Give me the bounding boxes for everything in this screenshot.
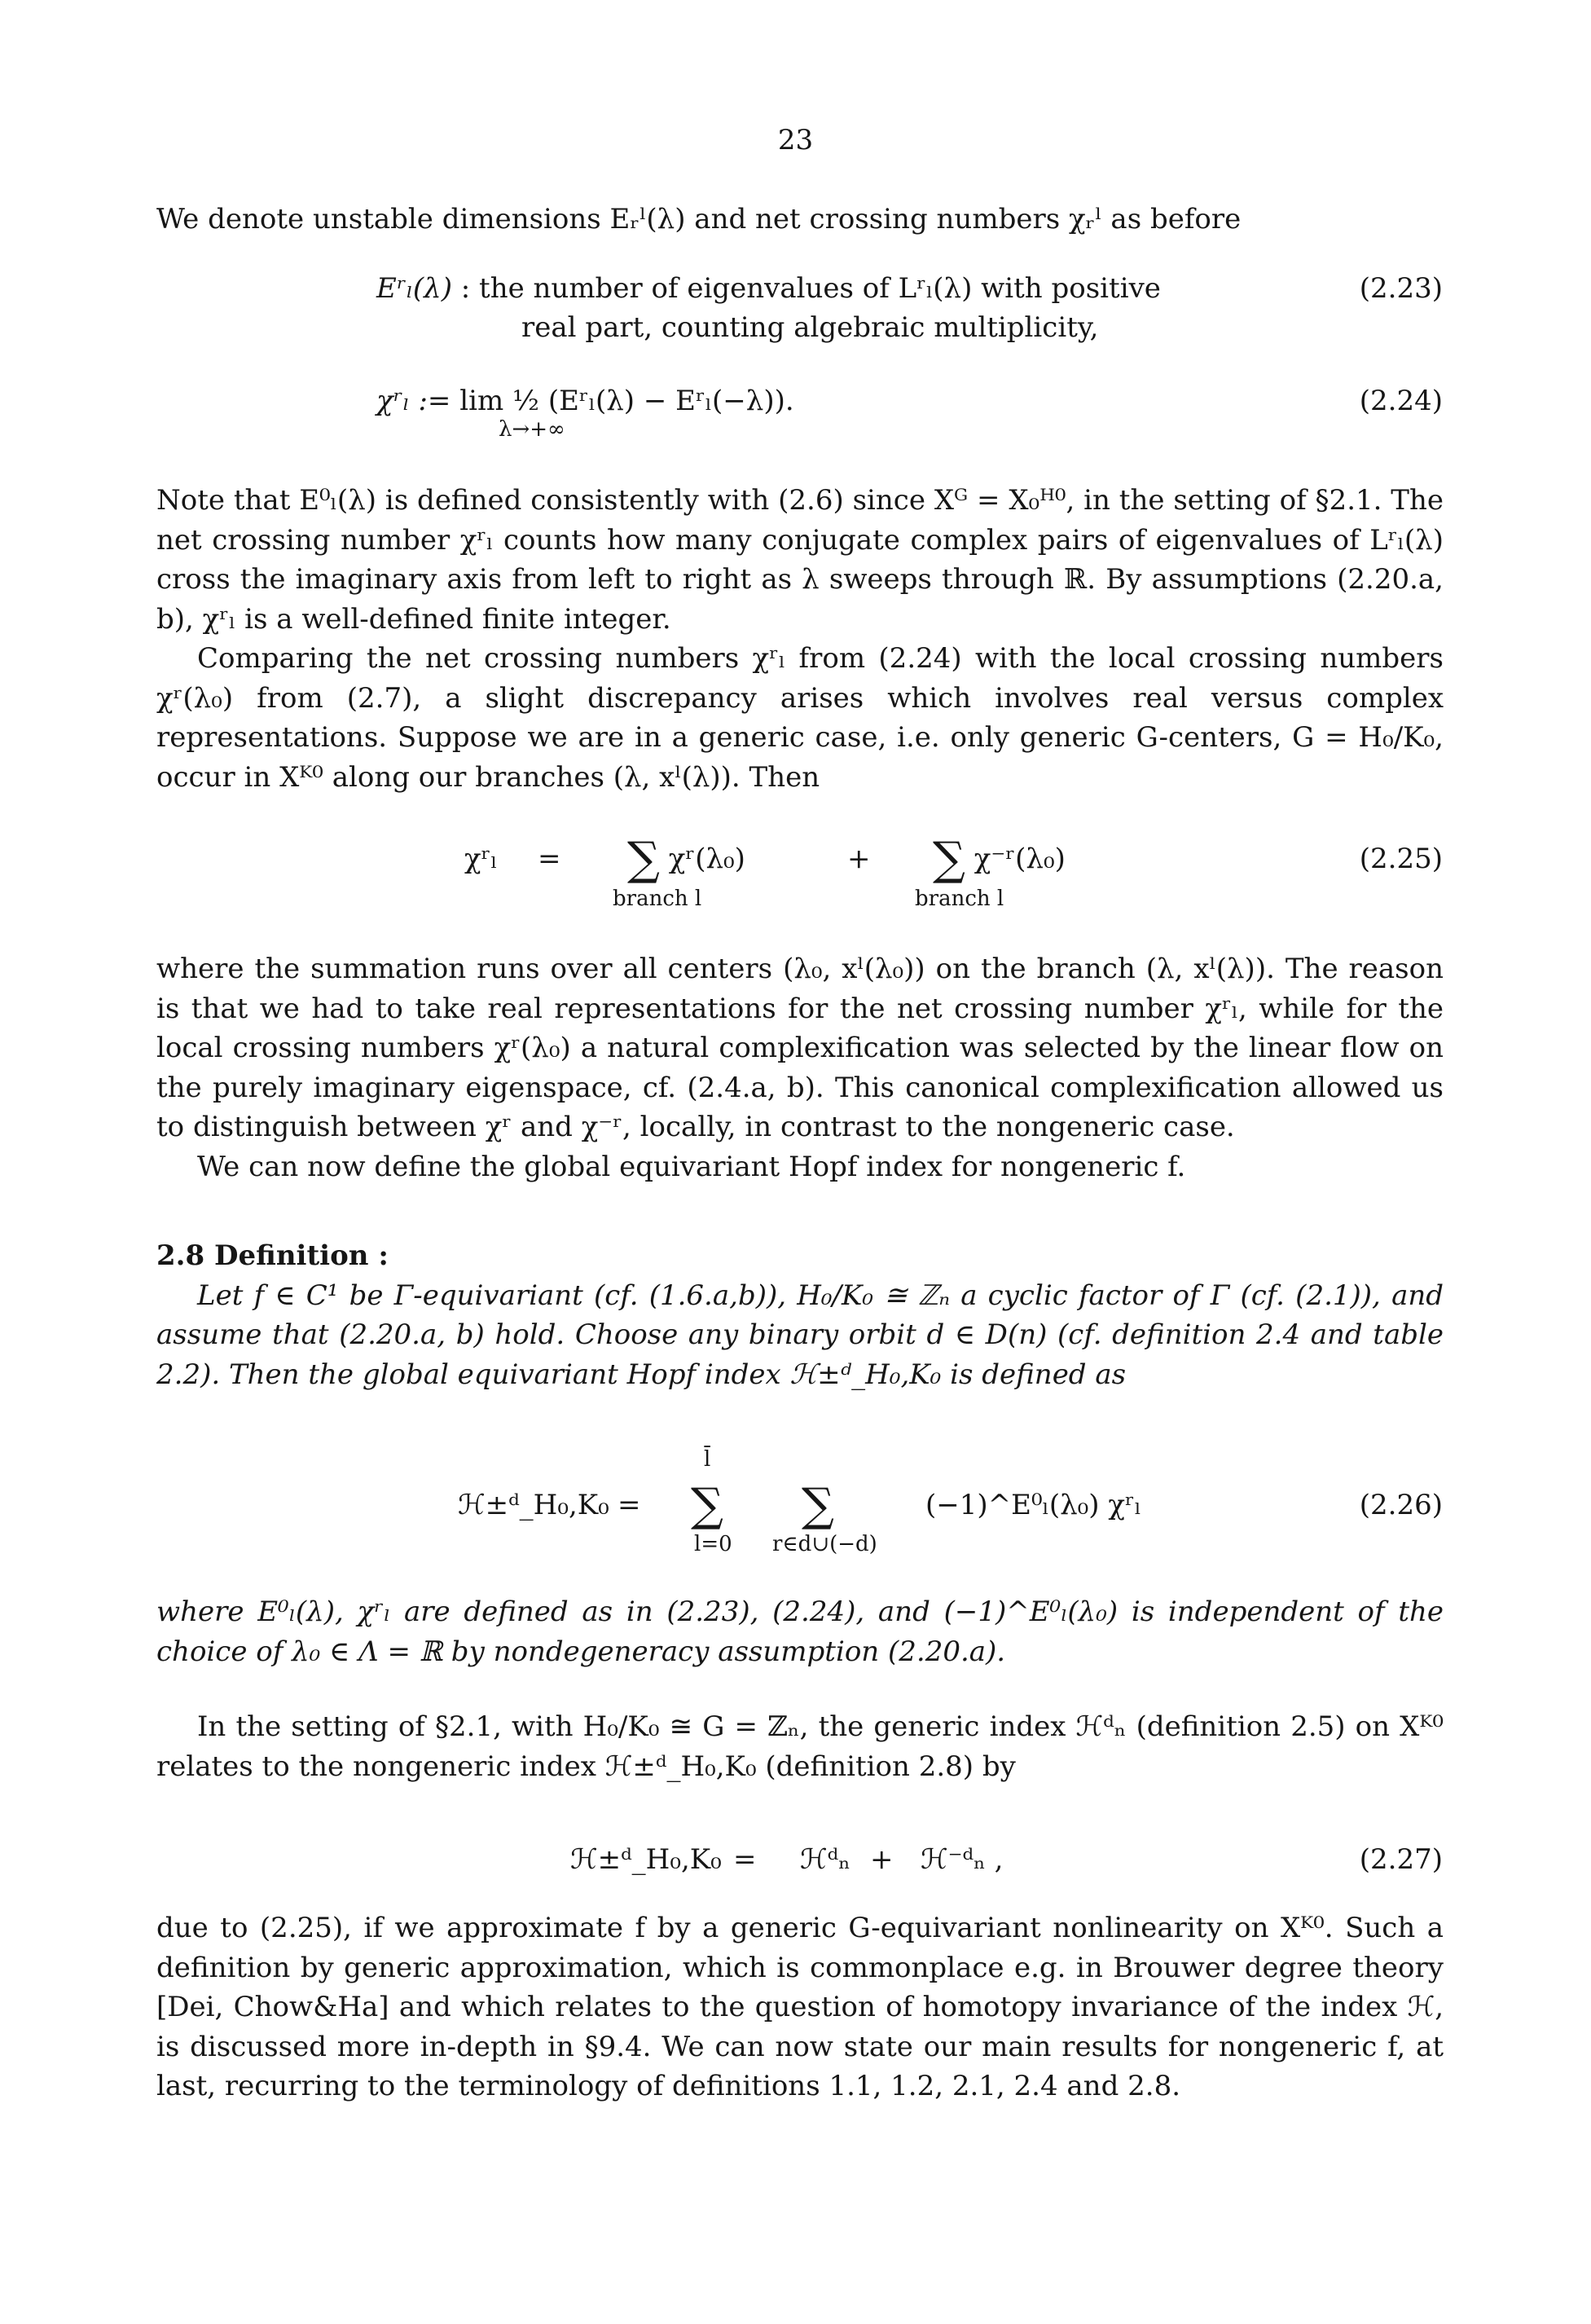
definition-after xyxy=(156,1592,1444,1671)
eq-2-25-sum1: ∑ χʳ(λ₀) xyxy=(627,833,745,886)
eq-2-27-t1: ℋᵈₙ xyxy=(800,1843,850,1876)
eq-2-24-number: (2.24) xyxy=(1359,385,1443,417)
eq-2-26-top: l̄ xyxy=(704,1447,711,1472)
eq-2-23-lhs: Eʳₗ(λ) xyxy=(376,272,452,305)
para4-text: We can now define the global equivariant Hopf index for nongeneric f. xyxy=(197,1150,1186,1183)
eq-2-25-under2: branch l xyxy=(915,887,1004,911)
eq-2-25-eq: = xyxy=(538,843,561,875)
eq-2-25-sum2-text: χ⁻ʳ(λ₀) xyxy=(973,843,1066,875)
eq-2-27-lhs: ℋ±ᵈ_H₀,K₀ xyxy=(570,1843,722,1876)
paragraph-6 xyxy=(156,1908,1444,2106)
eq-2-26-sum2: ∑ xyxy=(802,1479,834,1532)
eq-2-26-sum1: ∑ xyxy=(691,1479,723,1532)
eq-2-25-number: (2.25) xyxy=(1359,843,1443,875)
intro-line xyxy=(156,200,1444,240)
para3-text: where the summation runs over all centers (λ₀, xˡ(λ₀)) on the branch (λ, xˡ(λ)). The reason is that we had to take real representations for the net crossing number χʳₗ, while for the local crossing numbers χʳ(λ₀) a natural complexification was selected by the linear flow on the purely imaginary eigenspace, cf. (2.4.a, b). This canonical complexification allowed us to distinguish between χʳ and χ⁻ʳ, locally, in contrast to the nongeneric case. xyxy=(156,953,1444,1143)
eq-2-24-limit-sub: λ→+∞ xyxy=(499,417,565,442)
eq-2-27-eq: = xyxy=(733,1843,757,1876)
para6-text: due to (2.25), if we approximate f by a generic G-equivariant nonlinearity on Xᴷ⁰. Such a definition by generic approximation, which is commonplace e.g. in Brouwer degree theory [Dei, Chow&Ha] and which relates to the question of homotopy invariance of the index ℋ, is discussed more in-depth in §9.4. We can now state our main results for nongeneric f, at last, recurring to the terminology of definitions 1.1, 1.2, 2.1, 2.4 and 2.8. xyxy=(156,1912,1444,2102)
paragraph-5 xyxy=(156,1707,1444,1786)
definition-title: 2.8 Definition : xyxy=(156,1239,389,1272)
para2-text: Comparing the net crossing numbers χʳₗ from (2.24) with the local crossing numbers χʳ(λ₀) from (2.7), a slight discrepancy arises which involves real versus complex representations. Suppose we are in a generic case, i.e. only generic G-centers, G = H₀/K₀, occur in Xᴷ⁰ along our branches (λ, xˡ(λ)). Then xyxy=(156,642,1444,794)
eq-2-23-text1: : the number of eigenvalues of Lʳₗ(λ) with positive xyxy=(460,272,1161,305)
eq-2-25-sum2: ∑ χ⁻ʳ(λ₀) xyxy=(933,833,1066,886)
eq-2-24-frac: ½ xyxy=(512,385,540,417)
para1-text: Note that E⁰ₗ(λ) is defined consistently with (2.6) since Xᴳ = X₀ᴴ⁰, in the setting of §2.1. The net crossing number χʳₗ counts how many conjugate complex pairs of eigenvalues of Lʳₗ(λ) cross the imaginary axis from left to right as λ sweeps through ℝ. By assumptions (2.20.a, b), χʳₗ is a well-defined finite integer. xyxy=(156,484,1444,636)
definition-text: Let f ∈ C¹ be Γ-equivariant (cf. (1.6.a,b)), H₀/K₀ ≅ ℤₙ a cyclic factor of Γ (cf. (2.1)), and assume that (2.20.a, b) hold. Choose any binary orbit d ∈ D(n) (cf. definition 2.4 and table 2.2). Then the global equivariant Hopf index ℋ±ᵈ_H₀,K₀ is defined as xyxy=(156,1279,1444,1391)
eq-2-25-plus: + xyxy=(847,843,871,875)
eq-2-25-lhs: χʳₗ xyxy=(464,843,498,875)
eq-2-25-under1: branch l xyxy=(613,887,702,911)
eq-2-26-rhs: (−1)^E⁰ₗ(λ₀) χʳₗ xyxy=(925,1489,1142,1521)
eq-2-27-t2: ℋ⁻ᵈₙ , xyxy=(921,1843,1004,1876)
eq-2-26-under2: r∈d∪(−d) xyxy=(772,1532,877,1556)
eq-2-26-eq: = xyxy=(618,1489,641,1521)
eq-2-24-lhs: χʳₗ := xyxy=(376,385,451,417)
para5-text: In the setting of §2.1, with H₀/K₀ ≅ G = ℤₙ, the generic index ℋᵈₙ (definition 2.5) on Xᴷ⁰ relates to the nongeneric index ℋ±ᵈ_H₀,K₀ (definition 2.8) by xyxy=(156,1710,1444,1783)
eq-2-24 xyxy=(376,381,794,420)
eq-2-26-number: (2.26) xyxy=(1359,1489,1443,1521)
definition-block xyxy=(156,1236,1444,1394)
eq-2-23-number: (2.23) xyxy=(1359,272,1443,305)
eq-2-23-line1 xyxy=(376,269,1161,308)
eq-2-26-lhs: ℋ±ᵈ_H₀,K₀ xyxy=(458,1489,609,1521)
page-number: 23 xyxy=(777,124,814,156)
eq-2-24-rhs: (Eʳₗ(λ) − Eʳₗ(−λ)). xyxy=(547,385,794,417)
eq-2-25-sum1-text: χʳ(λ₀) xyxy=(668,843,745,875)
eq-2-27-number: (2.27) xyxy=(1359,1843,1443,1876)
eq-2-23-text2: real part, counting algebraic multiplicity, xyxy=(521,311,1099,344)
eq-2-24-limit: lim xyxy=(459,385,504,417)
intro-text: We denote unstable dimensions Eᵣˡ(λ) and net crossing numbers χᵣˡ as before xyxy=(156,203,1242,235)
definition-after-text: where E⁰ₗ(λ), χʳₗ are defined as in (2.23), (2.24), and (−1)^E⁰ₗ(λ₀) is independent of the choice of λ₀ ∈ Λ = ℝ by nondegeneracy assumption (2.20.a). xyxy=(156,1596,1444,1668)
paragraph-3 xyxy=(156,949,1444,1186)
paragraph-1 xyxy=(156,481,1444,797)
eq-2-26-under1: l=0 xyxy=(694,1532,732,1556)
eq-2-27-plus: + xyxy=(870,1843,894,1876)
